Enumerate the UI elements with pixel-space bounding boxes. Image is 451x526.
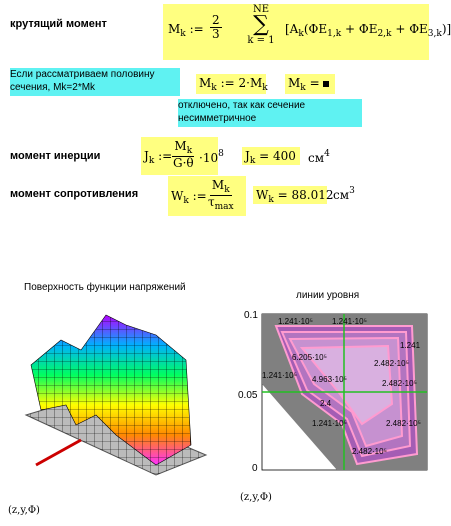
torque-sum: NE ∑ k = 1 <box>247 4 275 46</box>
contour-label: 2.4 <box>320 399 332 408</box>
contour-label: 2.482·10⁵ <box>352 447 387 456</box>
contour-label: 1.241·10⁵ <box>332 317 367 326</box>
torque-label: крутящий момент <box>10 18 107 30</box>
inertia-unit: $см^4$ <box>308 149 330 165</box>
contour-plot-caption: (z,y,Φ) <box>240 492 272 503</box>
placeholder-mark <box>323 81 329 87</box>
torque-formula[interactable]: $M_k$ := $\frac{2}{3}$ NE ∑ k = 1 $[A_k(\Phi E_{1,k} + \Phi E_{2,k} + \Phi E_{3,k})]$ <box>163 4 429 60</box>
contour-label: 2.482·10⁵ <box>382 379 417 388</box>
surface-plot-title: Поверхность функции напряжений <box>24 282 186 293</box>
contour-label: 4.963·10⁵ <box>312 375 347 384</box>
surface-plot-caption: (z,y,Φ) <box>8 505 40 516</box>
torque-lhs-sub: k <box>180 29 186 39</box>
contour-label: 1.241·10⁵ <box>262 371 297 380</box>
half-section-result[interactable]: $M_k$ = <box>285 74 335 94</box>
resistance-label: момент сопротивления <box>10 188 139 200</box>
inertia-formula[interactable]: $J_k$ := $\frac{M_k}{G\cdot\theta}$ $\cdot 10^8$ <box>141 137 218 175</box>
half-section-formula[interactable]: $M_k$ := $2\cdot M_k$ <box>196 74 266 94</box>
torque-lhs: M <box>168 22 181 36</box>
torque-body: $[A_k(\Phi E_{1,k} + \Phi E_{2,k} + \Phi E_{3,k})]$ <box>285 22 451 39</box>
disabled-note: отключено, так как сечение несимметричное <box>178 99 362 127</box>
surface-plot[interactable] <box>6 305 216 490</box>
half-section-note: Если рассматриваем половину сечения, Mk=2*Mk <box>10 68 180 96</box>
surface-axis-red <box>36 440 81 465</box>
contour-label: 6.205·10⁵ <box>292 353 327 362</box>
inertia-result[interactable]: $J_k = 400$ <box>242 147 300 165</box>
y-tick-0.1: 0.1 <box>244 310 258 321</box>
inertia-label: момент инерции <box>10 150 101 162</box>
contour-plot[interactable] <box>262 314 427 470</box>
contour-label: 1.241·10⁵ <box>312 419 347 428</box>
y-tick-0: 0 <box>252 463 258 474</box>
contour-label: 1.241·10⁵ <box>278 317 313 326</box>
resistance-result[interactable]: $W_k = 88.012$ <box>253 186 327 204</box>
resistance-formula[interactable]: $W_k$ := $M_k$ $\tau_{max}$ <box>168 176 246 216</box>
torque-coef: $\frac{2}{3}$ <box>212 13 220 41</box>
contour-plot-title: линии уровня <box>296 290 360 301</box>
y-tick-0.05: 0.05 <box>238 390 258 401</box>
resistance-unit: $см^3$ <box>333 186 355 202</box>
contour-label: 2.482·10⁵ <box>386 419 421 428</box>
contour-label: 2.482·10⁵ <box>374 359 409 368</box>
contour-label: 1.241 <box>400 341 421 350</box>
